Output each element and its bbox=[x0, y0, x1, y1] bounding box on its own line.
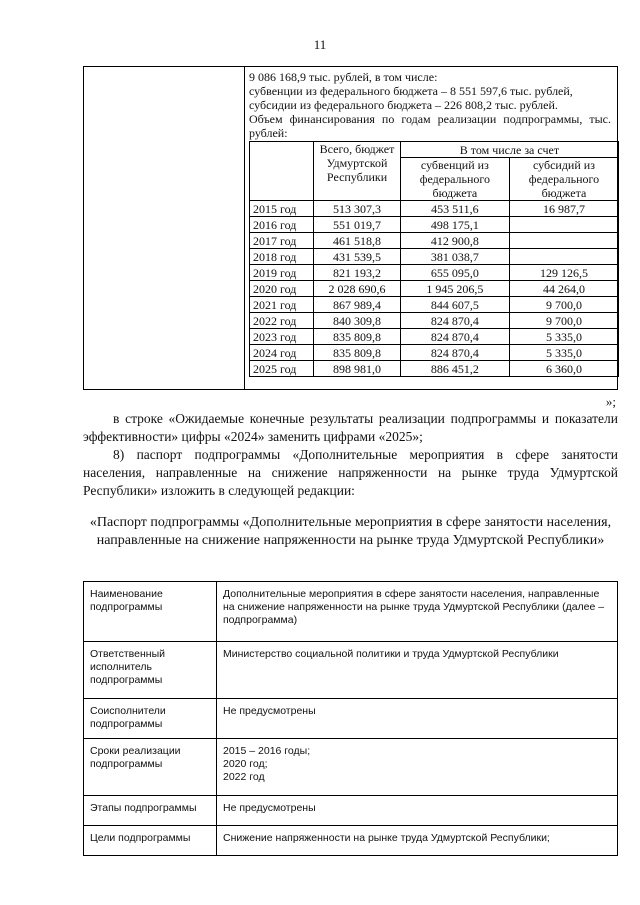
paragraph-text: в строке «Ожидаемые конечные результаты реализации подпрограммы и показатели эффективности» цифры «2024» заменить цифрами «2025»; bbox=[83, 411, 618, 444]
table-row bbox=[250, 361, 619, 377]
year-cell: 2019 год bbox=[250, 265, 314, 281]
total-cell: 461 518,8 bbox=[314, 233, 401, 249]
year-header bbox=[250, 142, 314, 201]
closing-quote: »; bbox=[605, 394, 616, 409]
table-row bbox=[250, 249, 619, 265]
subvention-cell: 824 870,4 bbox=[400, 313, 509, 329]
table-row bbox=[84, 739, 618, 796]
subsidy-cell: 9 700,0 bbox=[509, 313, 618, 329]
total-cell: 551 019,7 bbox=[314, 217, 401, 233]
year-cell: 2016 год bbox=[250, 217, 314, 233]
paragraph-text: 8) паспорт подпрограммы «Дополнительные мероприятия в сфере занятости населения, направленные на снижение напряженности на рынке труда Удмуртской Республики» изложить в следующей редакции: bbox=[83, 447, 618, 498]
finance-table-continuation bbox=[83, 66, 618, 390]
year-cell: 2025 год bbox=[250, 361, 314, 377]
table-row bbox=[250, 281, 619, 297]
total-cell: 513 307,3 bbox=[314, 201, 401, 217]
subvention-cell: 824 870,4 bbox=[400, 329, 509, 345]
table-row bbox=[250, 329, 619, 345]
total-cell: 835 809,8 bbox=[314, 329, 401, 345]
subsidy-cell bbox=[509, 233, 618, 249]
year-cell: 2024 год bbox=[250, 345, 314, 361]
subvention-cell: 498 175,1 bbox=[400, 217, 509, 233]
subsidy-header: субсидий из федерального бюджета bbox=[509, 158, 618, 201]
year-cell: 2015 год bbox=[250, 201, 314, 217]
subsidy-cell bbox=[509, 217, 618, 233]
total-cell: 840 309,8 bbox=[314, 313, 401, 329]
year-cell: 2017 год bbox=[250, 233, 314, 249]
table-row bbox=[250, 217, 619, 233]
passport-value: Дополнительные мероприятия в сфере занятости населения, направленные на снижение напряженности на рынке труда Удмуртской Республики (далее – подпрограмма) bbox=[217, 582, 618, 642]
subvention-cell: 412 900,8 bbox=[400, 233, 509, 249]
passport-key: Наименование подпрограммы bbox=[84, 582, 217, 642]
table-row bbox=[84, 582, 618, 642]
subsidy-cell: 5 335,0 bbox=[509, 329, 618, 345]
subvention-header: субвенций из федерального бюджета bbox=[400, 158, 509, 201]
passport-key: Сроки реализации подпрограммы bbox=[84, 739, 217, 796]
passport-value: Не предусмотрены bbox=[217, 796, 618, 826]
finance-label-cell bbox=[84, 67, 245, 389]
subvention-cell: 655 095,0 bbox=[400, 265, 509, 281]
subsidy-cell bbox=[509, 249, 618, 265]
year-cell: 2021 год bbox=[250, 297, 314, 313]
table-row bbox=[84, 796, 618, 826]
subvention-cell: 844 607,5 bbox=[400, 297, 509, 313]
passport-value: 2015 – 2016 годы; 2020 год; 2022 год bbox=[217, 739, 618, 796]
subvention-cell: 381 038,7 bbox=[400, 249, 509, 265]
subsidy-cell: 16 987,7 bbox=[509, 201, 618, 217]
passport-value: Министерство социальной политики и труда Удмуртской Республики bbox=[217, 642, 618, 699]
year-cell: 2020 год bbox=[250, 281, 314, 297]
page-number: 11 bbox=[313, 37, 327, 52]
finance-subsidy-line: субсидии из федерального бюджета – 226 808,2 тыс. рублей. bbox=[249, 98, 558, 112]
subvention-cell: 1 945 206,5 bbox=[400, 281, 509, 297]
total-cell: 898 981,0 bbox=[314, 361, 401, 377]
table-row bbox=[84, 699, 618, 739]
paragraph-passport-intro bbox=[83, 446, 618, 500]
table-row bbox=[250, 265, 619, 281]
passport-key: Цели подпрограммы bbox=[84, 826, 217, 856]
year-cell: 2023 год bbox=[250, 329, 314, 345]
table-row bbox=[84, 642, 618, 699]
total-cell: 867 989,4 bbox=[314, 297, 401, 313]
passport-key: Этапы подпрограммы bbox=[84, 796, 217, 826]
finance-by-year-table bbox=[249, 141, 619, 377]
passport-key: Соисполнители подпрограммы bbox=[84, 699, 217, 739]
table-row bbox=[250, 201, 619, 217]
subsidy-cell: 44 264,0 bbox=[509, 281, 618, 297]
subvention-cell: 453 511,6 bbox=[400, 201, 509, 217]
subvention-cell: 824 870,4 bbox=[400, 345, 509, 361]
finance-total-line: 9 086 168,9 тыс. рублей, в том числе: bbox=[249, 70, 438, 84]
table-row bbox=[250, 297, 619, 313]
group-header: В том числе за счет bbox=[400, 142, 618, 158]
subsidy-cell: 6 360,0 bbox=[509, 361, 618, 377]
finance-value-cell bbox=[245, 67, 617, 377]
total-cell: 821 193,2 bbox=[314, 265, 401, 281]
table-row bbox=[84, 826, 618, 856]
table-row bbox=[250, 313, 619, 329]
passport-title: «Паспорт подпрограммы «Дополнительные мероприятия в сфере занятости населения, направленные на снижение напряженности на рынке труда Удмуртской Республики» bbox=[89, 515, 612, 548]
finance-by-years-line: Объем финансирования по годам реализации подпрограммы, тыс. рублей: bbox=[249, 112, 611, 140]
paragraph-expected-results bbox=[83, 410, 618, 446]
year-cell: 2018 год bbox=[250, 249, 314, 265]
table-row bbox=[250, 345, 619, 361]
table-row bbox=[250, 233, 619, 249]
total-cell: 2 028 690,6 bbox=[314, 281, 401, 297]
total-cell: 835 809,8 bbox=[314, 345, 401, 361]
passport-value: Не предусмотрены bbox=[217, 699, 618, 739]
finance-subvention-line: субвенции из федерального бюджета – 8 551 597,6 тыс. рублей, bbox=[249, 84, 573, 98]
passport-key: Ответственный исполнитель подпрограммы bbox=[84, 642, 217, 699]
total-header: Всего, бюджет Удмуртской Республики bbox=[314, 142, 401, 201]
subsidy-cell: 9 700,0 bbox=[509, 297, 618, 313]
subsidy-cell: 129 126,5 bbox=[509, 265, 618, 281]
subsidy-cell: 5 335,0 bbox=[509, 345, 618, 361]
subvention-cell: 886 451,2 bbox=[400, 361, 509, 377]
year-cell: 2022 год bbox=[250, 313, 314, 329]
passport-value: Снижение напряженности на рынке труда Удмуртской Республики; bbox=[217, 826, 618, 856]
passport-table bbox=[83, 581, 618, 856]
total-cell: 431 539,5 bbox=[314, 249, 401, 265]
